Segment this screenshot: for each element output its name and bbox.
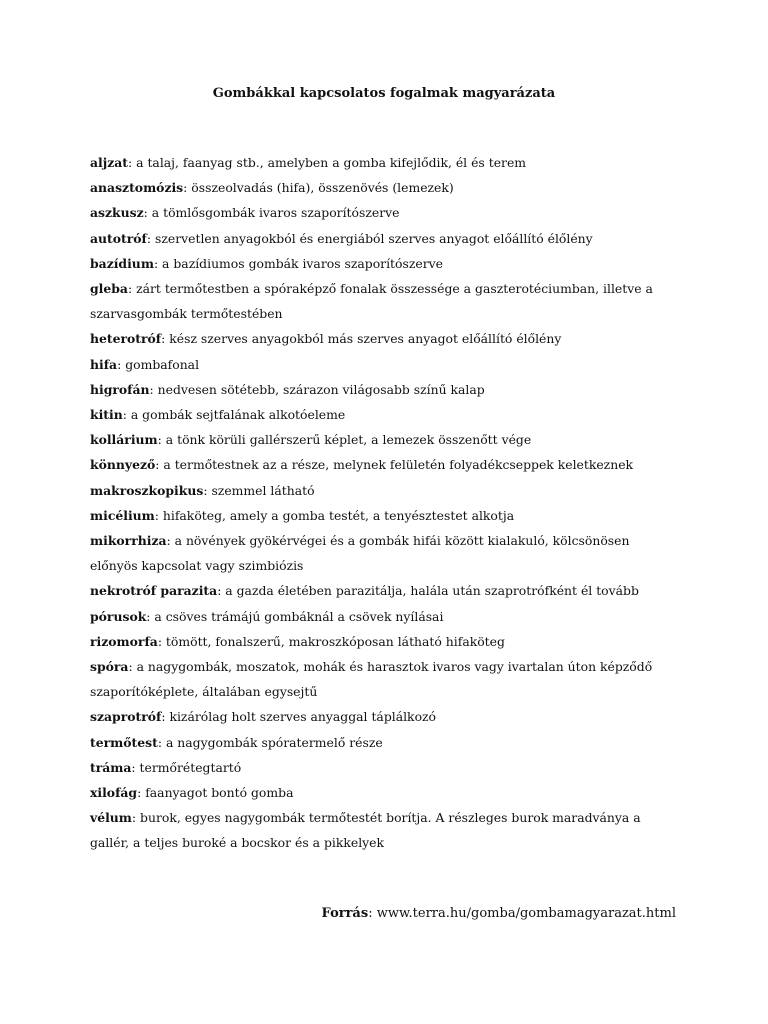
glossary-definition: : a tönk körüli gallérszerű képlet, a lemezek összenőtt vége [157, 432, 532, 448]
glossary-term: aljzat [90, 155, 129, 170]
glossary-definition: : kész szerves anyagokból más szerves anyagot előállító élőlény [161, 331, 562, 347]
glossary-definition: : a tömlősgombák ivaros szaporítószerve [143, 205, 400, 221]
glossary-definition: : a gazda életében parazitálja, halála után szaprotrófként él tovább [217, 583, 639, 599]
glossary-entry [90, 755, 680, 780]
glossary-term: aszkusz [90, 205, 144, 221]
glossary-entry [90, 704, 680, 729]
glossary-term: szaprotróf [90, 709, 162, 725]
document-title: Gombákkal kapcsolatos fogalmak magyarázata [212, 86, 556, 101]
glossary-term: vélum [90, 810, 132, 826]
glossary-entry [90, 654, 680, 704]
glossary-definition: : a nagygombák spóratermelő része [157, 734, 383, 750]
glossary-term: könnyező [90, 457, 156, 473]
glossary-entry [90, 503, 680, 528]
glossary-entry [90, 578, 680, 603]
glossary-term: gleba [90, 281, 128, 297]
glossary-entry [90, 150, 680, 175]
glossary-definition: : faanyagot bontó gomba [137, 785, 294, 801]
glossary-term: mikorrhiza [90, 533, 167, 549]
glossary-term: makroszkopikus [90, 482, 204, 498]
glossary-term: xilofág [90, 785, 138, 801]
glossary-term: rizomorfa [90, 633, 158, 649]
source-url: : www.terra.hu/gomba/gombamagyarazat.html [368, 906, 676, 921]
glossary-definition: : kizárólag holt szerves anyaggal táplálkozó [161, 709, 437, 725]
glossary-definition: : a növények gyökérvégei és a gombák hifái között kialakuló, kölcsönösen előnyös kapcsolat vagy szimbiózis [90, 533, 630, 574]
glossary-definition: : a talaj, faanyag stb., amelyben a gomba kifejlődik, él és terem [128, 155, 527, 170]
glossary-list [90, 150, 680, 856]
source-line [322, 906, 676, 921]
glossary-entry [90, 805, 680, 855]
glossary-definition: : a bazídiumos gombák ivaros szaporítószerve [153, 255, 443, 271]
glossary-term: tráma [90, 759, 132, 775]
glossary-term: micélium [90, 507, 155, 523]
glossary-term: hifa [90, 356, 118, 372]
glossary-entry [90, 251, 680, 276]
glossary-entry [90, 629, 680, 654]
glossary-entry [90, 175, 680, 200]
glossary-definition: : hifaköteg, amely a gomba testét, a tenyésztestet alkotja [154, 507, 515, 523]
glossary-entry [90, 452, 680, 477]
glossary-entry [90, 226, 680, 251]
glossary-entry [90, 200, 680, 225]
glossary-definition: : a csöves trámájú gombáknál a csövek nyílásai [146, 608, 444, 624]
glossary-definition: : burok, egyes nagygombák termőtestét borítja. A részleges burok maradványa a gallér, a teljes buroké a bocskor és a pikkelyek [90, 810, 641, 851]
glossary-term: heterotróf [90, 331, 162, 347]
glossary-definition: : szervetlen anyagokból és energiából szerves anyagot előállító élőlény [146, 230, 593, 246]
glossary-term: termőtest [90, 734, 158, 750]
glossary-term: spóra [90, 659, 129, 675]
glossary-entry [90, 427, 680, 452]
glossary-definition: : a nagygombák, moszatok, mohák és harasztok ivaros vagy ivartalan úton képződő szaporítóképlete, általában egysejtű [90, 659, 653, 700]
glossary-term: bazídium [90, 255, 154, 271]
source-label: Forrás [321, 906, 369, 921]
glossary-definition: : összeolvadás (hifa), összenövés (lemezek) [183, 180, 454, 196]
glossary-definition: : termőrétegtartó [131, 759, 242, 775]
glossary-entry [90, 730, 680, 755]
glossary-term: anasztomózis [90, 180, 184, 196]
glossary-definition: : tömött, fonalszerű, makroszkóposan látható hifaköteg [157, 633, 505, 649]
glossary-term: kollárium [90, 432, 158, 448]
glossary-term: autotróf [90, 230, 147, 246]
glossary-entry [90, 276, 680, 326]
glossary-entry [90, 780, 680, 805]
glossary-entry [90, 352, 680, 377]
glossary-entry [90, 528, 680, 578]
glossary-entry [90, 478, 680, 503]
glossary-definition: : zárt termőtestben a spóraképző fonalak összessége a gaszterotéciumban, illetve a szarvasgombák termőtestében [90, 281, 653, 322]
glossary-entry [90, 402, 680, 427]
glossary-definition: : nedvesen sötétebb, szárazon világosabb színű kalap [149, 381, 485, 397]
glossary-definition: : szemmel látható [203, 482, 315, 498]
glossary-term: higrofán [90, 381, 150, 397]
glossary-term: kitin [90, 407, 123, 423]
glossary-entry [90, 604, 680, 629]
glossary-term: pórusok [90, 608, 147, 624]
glossary-entry [90, 326, 680, 351]
glossary-definition: : a termőtestnek az a része, melynek felületén folyadékcseppek keletkeznek [155, 457, 634, 473]
glossary-definition: : a gombák sejtfalának alkotóeleme [122, 407, 346, 423]
glossary-term: nekrotróf parazita [90, 583, 218, 599]
glossary-entry [90, 377, 680, 402]
glossary-definition: : gombafonal [117, 356, 200, 372]
